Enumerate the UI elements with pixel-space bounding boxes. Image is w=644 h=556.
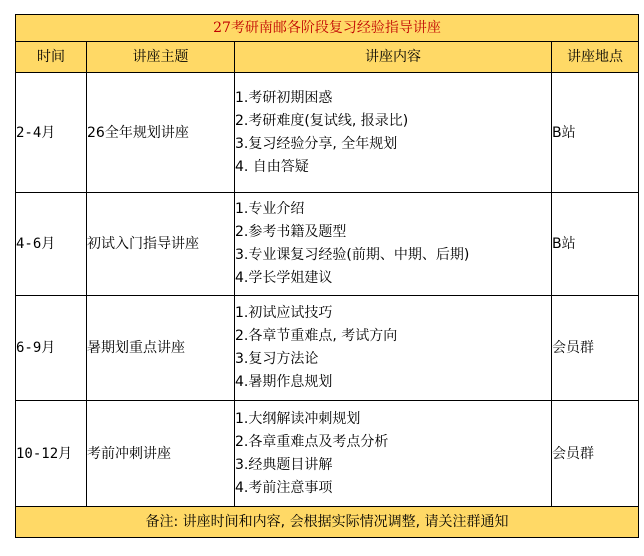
footer-note: 备注: 讲座时间和内容, 会根据实际情况调整, 请关注群通知 xyxy=(16,507,639,538)
content-item: 1.大纲解读冲刺规划 xyxy=(235,410,361,427)
location-cell: B站 xyxy=(552,73,639,193)
footer-row xyxy=(16,507,639,538)
time-cell: 6-9月 xyxy=(16,296,87,401)
topic-cell: 初试入门指导讲座 xyxy=(87,193,235,296)
content-cell xyxy=(235,296,552,401)
topic-cell: 暑期划重点讲座 xyxy=(87,296,235,401)
content-item: 2.各章重难点及考点分析 xyxy=(235,433,389,450)
table-row xyxy=(16,296,639,401)
content-item: 2.参考书籍及题型 xyxy=(235,224,347,240)
content-item: 4.学长学姐建议 xyxy=(235,270,333,286)
location-cell: 会员群 xyxy=(552,401,639,507)
content-item: 1.初试应试技巧 xyxy=(235,305,333,321)
topic-cell: 考前冲刺讲座 xyxy=(87,401,235,507)
header-topic: 讲座主题 xyxy=(87,42,235,73)
header-time: 时间 xyxy=(16,42,87,73)
content-item: 2.考研难度(复试线, 报录比) xyxy=(235,112,409,129)
content-list xyxy=(235,87,551,179)
content-list xyxy=(235,198,551,290)
topic-cell: 26全年规划讲座 xyxy=(87,73,235,193)
time-cell: 2-4月 xyxy=(16,73,87,193)
content-cell xyxy=(235,401,552,507)
location-cell: B站 xyxy=(552,193,639,296)
content-item: 4.考前注意事项 xyxy=(235,479,333,496)
content-cell xyxy=(235,73,552,193)
table-row xyxy=(16,193,639,296)
table-row xyxy=(16,73,639,193)
lecture-schedule-table xyxy=(15,14,639,538)
time-cell: 10-12月 xyxy=(16,401,87,507)
header-row xyxy=(16,42,639,73)
content-item: 3.经典题目讲解 xyxy=(235,456,333,473)
header-content: 讲座内容 xyxy=(235,42,552,73)
content-item: 2.各章节重难点, 考试方向 xyxy=(235,328,398,344)
time-cell: 4-6月 xyxy=(16,193,87,296)
content-item: 3.专业课复习经验(前期、中期、后期) xyxy=(235,247,470,263)
content-item: 4.暑期作息规划 xyxy=(235,374,333,390)
title-row xyxy=(16,15,639,42)
content-item: 4. 自由答疑 xyxy=(235,158,309,175)
content-item: 1.专业介绍 xyxy=(235,201,305,217)
table-row xyxy=(16,401,639,507)
content-list xyxy=(235,302,551,394)
content-item: 3.复习方法论 xyxy=(235,351,319,367)
table-title: 27考研南邮各阶段复习经验指导讲座 xyxy=(16,15,639,42)
content-item: 3.复习经验分享, 全年规划 xyxy=(235,135,398,152)
content-item: 1.考研初期困惑 xyxy=(235,89,333,106)
content-cell xyxy=(235,193,552,296)
content-list xyxy=(235,408,551,500)
location-cell: 会员群 xyxy=(552,296,639,401)
header-location: 讲座地点 xyxy=(552,42,639,73)
